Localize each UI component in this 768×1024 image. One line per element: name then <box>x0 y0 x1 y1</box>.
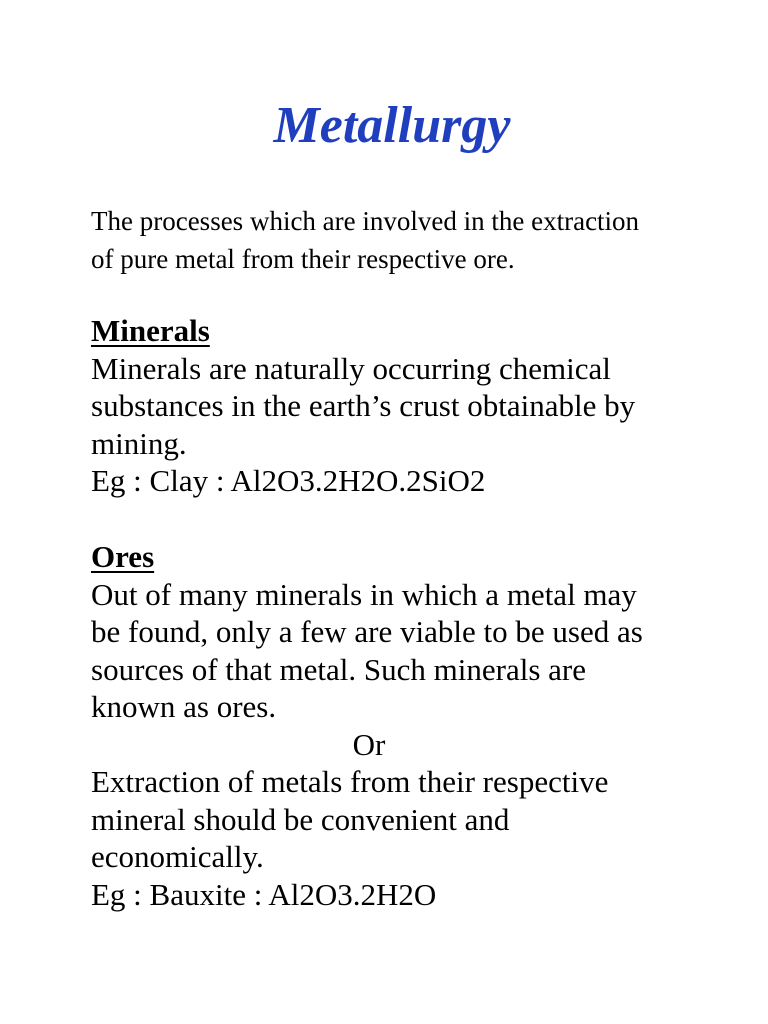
ores-text-line: Out of many minerals in which a metal may <box>91 576 637 612</box>
minerals-section <box>91 312 751 500</box>
document-title: Metallurgy <box>273 97 511 154</box>
ores-heading: Ores <box>91 539 155 574</box>
minerals-heading: Minerals <box>91 313 210 348</box>
minerals-text-line: substances in the earth’s crust obtainable by <box>91 388 636 423</box>
intro-paragraph <box>91 202 751 278</box>
ores-section <box>91 538 751 913</box>
ores-text-line: be found, only a few are viable to be used as <box>91 614 643 649</box>
ores-text-line: sources of that metal. Such minerals are <box>91 651 586 687</box>
ores-text-line: mineral should be convenient and <box>91 801 510 837</box>
minerals-text-line: Minerals are naturally occurring chemical <box>91 350 611 386</box>
ores-text-line: Extraction of metals from their respective <box>91 764 609 799</box>
intro-line: The processes which are involved in the extraction <box>91 206 640 236</box>
ores-text-line: known as ores. <box>91 689 277 724</box>
or-separator: Or <box>352 726 386 762</box>
minerals-text-line: mining. <box>91 425 187 461</box>
minerals-example: Eg : Clay : Al2O3.2H2O.2SiO2 <box>91 463 486 498</box>
ores-example: Eg : Bauxite : Al2O3.2H2O <box>91 876 437 912</box>
intro-line: of pure metal from their respective ore. <box>91 244 515 274</box>
ores-text-line: economically. <box>91 839 264 874</box>
